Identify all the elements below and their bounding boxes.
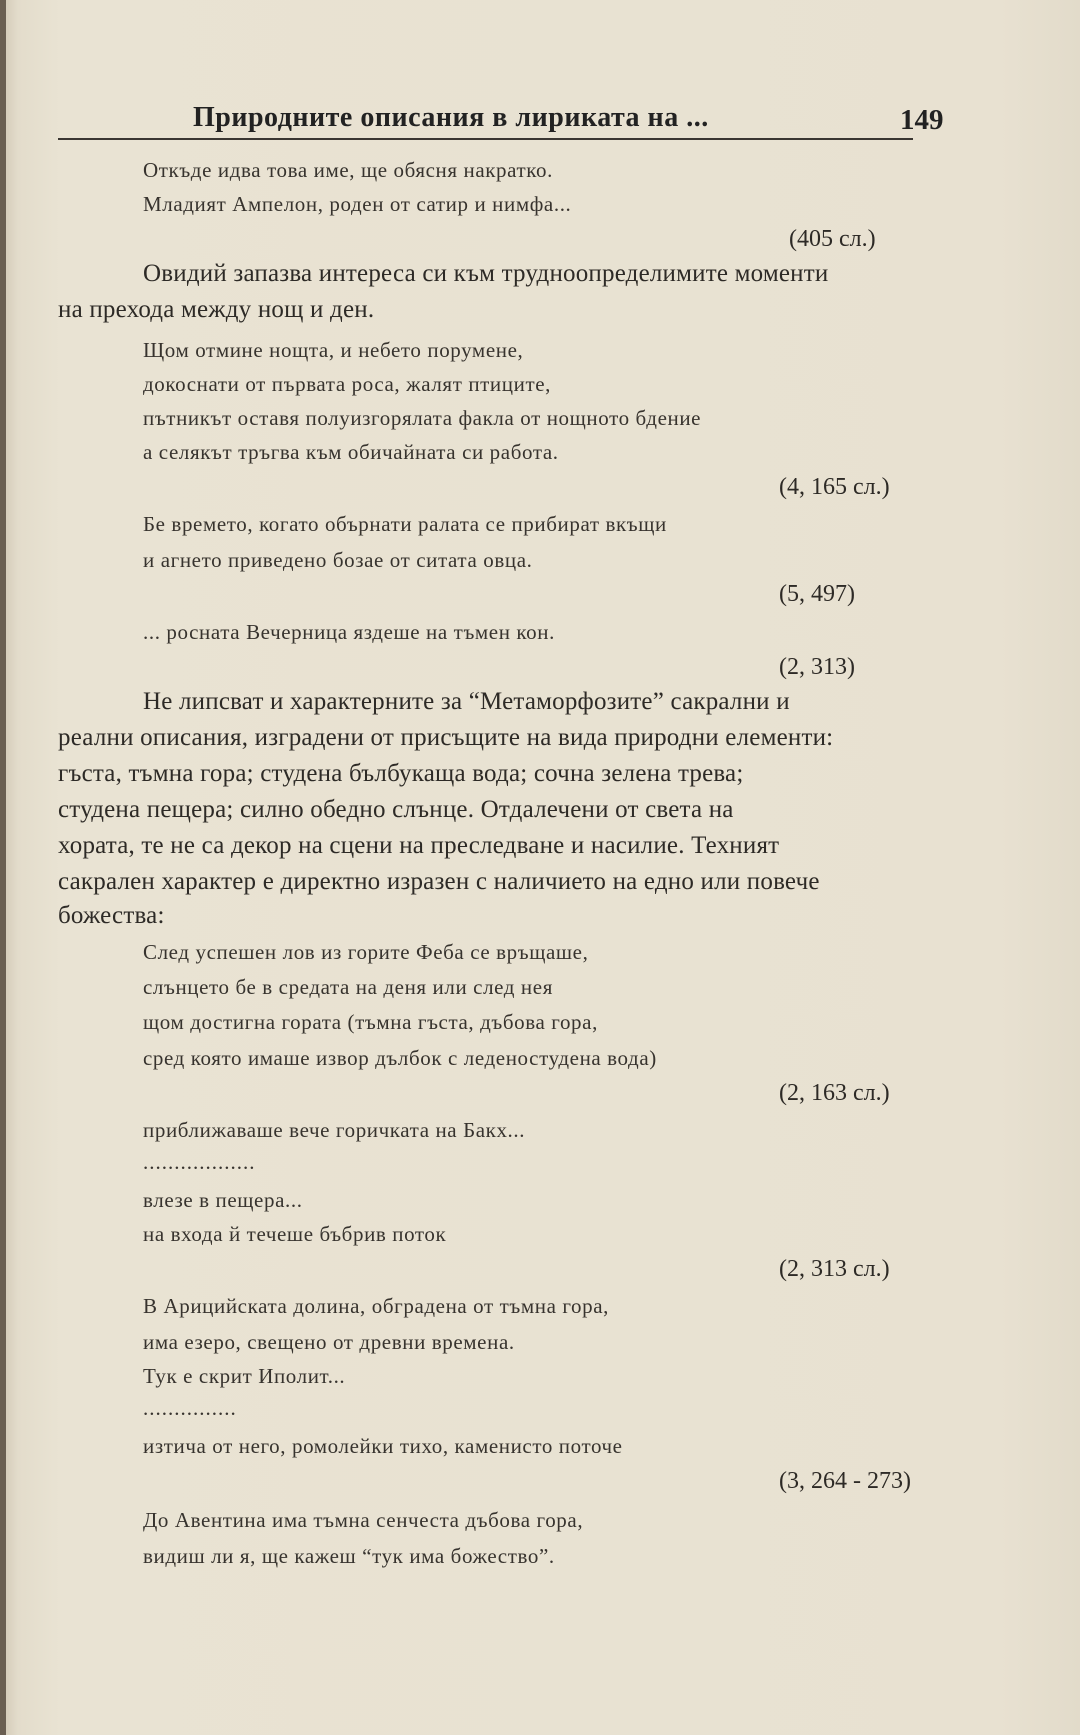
verse-line: приближаваше вече горичката на Бакх...: [143, 1118, 526, 1142]
ellipsis-line: ...............: [143, 1396, 237, 1420]
ellipsis-line: ..................: [143, 1150, 256, 1174]
verse-line: а селякът тръгва към обичайната си работа.: [143, 440, 559, 464]
citation-ref: (5, 497): [779, 581, 855, 607]
paragraph-line: сакрален характер е директно изразен с наличието на едно или повече: [58, 868, 820, 895]
verse-line: Младият Ампелон, роден от сатир и нимфа...: [143, 192, 572, 216]
verse-line: сред която имаше извор дълбок с леденостудена вода): [143, 1046, 657, 1070]
verse-line: щом достигна гората (тъмна гъста, дъбова гора,: [143, 1010, 598, 1034]
paragraph-line: божества:: [58, 902, 165, 929]
verse-line: В Арицийската долина, обградена от тъмна гора,: [143, 1294, 610, 1318]
verse-line: Тук е скрит Иполит...: [143, 1364, 346, 1388]
verse-line: До Авентина има тъмна сенчеста дъбова гора,: [143, 1508, 584, 1532]
page-number: 149: [900, 104, 944, 136]
verse-line: Щом отмине нощта, и небето порумене,: [143, 338, 524, 362]
citation-ref: (405 сл.): [789, 226, 876, 252]
paragraph-line: реални описания, изградени от присъщите на вида природни елементи:: [58, 724, 834, 751]
verse-line: Откъде идва това име, ще обясня накратко.: [143, 158, 553, 182]
citation-ref: (3, 264 - 273): [779, 1468, 911, 1494]
header-rule: [58, 138, 913, 140]
citation-ref: (2, 313 сл.): [779, 1256, 890, 1282]
paragraph-line: Не липсват и характерните за “Метаморфозите” сакрални и: [143, 688, 790, 715]
citation-ref: (2, 163 сл.): [779, 1080, 890, 1106]
running-title: Природните описания в лириката на ...: [193, 102, 709, 133]
verse-line: Бе времето, когато обърнати ралата се прибират вкъщи: [143, 512, 667, 536]
paragraph-line: Овидий запазва интереса си към трудноопределимите моменти: [143, 260, 829, 287]
citation-ref: (2, 313): [779, 654, 855, 680]
paragraph-line: гъста, тъмна гора; студена бълбукаща вода; сочна зелена трева;: [58, 760, 744, 787]
citation-ref: (4, 165 сл.): [779, 474, 890, 500]
verse-line: видиш ли я, ще кажеш “тук има божество”.: [143, 1544, 555, 1568]
verse-line: влезе в пещера...: [143, 1188, 303, 1212]
verse-line: ... росната Вечерница яздеше на тъмен кон.: [143, 620, 555, 644]
verse-line: има езеро, свещено от древни времена.: [143, 1330, 515, 1354]
running-header: [58, 94, 968, 140]
verse-line: и агнето приведено бозае от ситата овца.: [143, 548, 533, 572]
verse-line: слънцето бе в средата на деня или след нея: [143, 975, 553, 999]
verse-line: изтича от него, ромолейки тихо, каменисто поточе: [143, 1434, 623, 1458]
verse-line: на входа й течеше бъбрив поток: [143, 1222, 447, 1246]
paragraph-line: на прехода между нощ и ден.: [58, 296, 375, 323]
verse-line: пътникът оставя полуизгорялата факла от нощното бдение: [143, 406, 702, 430]
verse-line: докоснати от първата роса, жалят птиците,: [143, 372, 551, 396]
paragraph-line: студена пещера; силно обедно слънце. Отдалечени от света на: [58, 796, 734, 823]
page-spine-edge: [0, 0, 6, 1735]
paragraph-line: хората, те не са декор на сцени на преследване и насилие. Техният: [58, 832, 780, 859]
verse-line: След успешен лов из горите Феба се връщаше,: [143, 940, 589, 964]
